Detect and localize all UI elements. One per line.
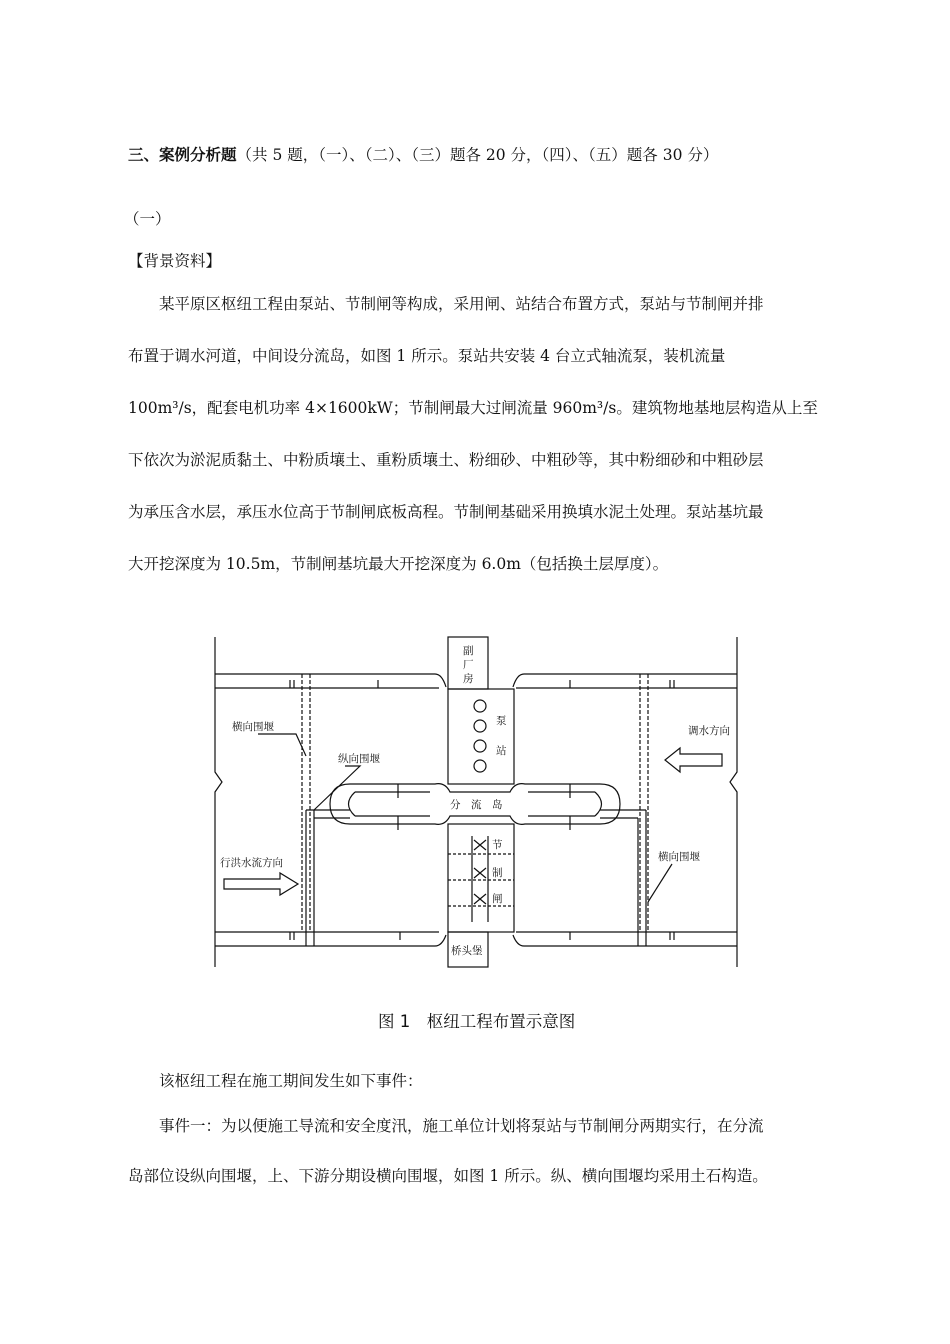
hub-layout-diagram xyxy=(210,632,750,972)
leader-line xyxy=(258,734,306,756)
diagram-label: 站 xyxy=(496,745,507,757)
section-heading-rest: （共 5 题，（一）、（二）、（三）题各 20 分，（四）、（五）题各 30 分） xyxy=(236,146,719,164)
top-bank xyxy=(215,674,737,688)
paragraph-line: 大开挖深度为 10.5m，节制闸基坑最大开挖深度为 6.0m（包括换土层厚度）。 xyxy=(128,555,669,573)
paragraph-line: 布置于调水河道，中间设分流岛，如图 1 所示。泵站共安装 4 台立式轴流泵，装机流量 xyxy=(128,347,726,365)
flood-flow-arrow xyxy=(224,873,298,895)
diagram-label: 制 xyxy=(492,867,503,879)
diagram-label: 厂 xyxy=(463,659,474,671)
events-intro: 该枢纽工程在施工期间发生如下事件： xyxy=(159,1072,423,1090)
right-boundary xyxy=(730,637,737,967)
pump-circle xyxy=(474,760,486,772)
pump-circle xyxy=(474,740,486,752)
diagram-label: 横向围堰 xyxy=(658,851,700,863)
left-boundary xyxy=(215,637,222,967)
diagram-label: 副 xyxy=(463,645,474,657)
section-number: （一） xyxy=(124,210,171,228)
longitudinal-cofferdam xyxy=(306,810,646,946)
diagram-label: 桥头堡 xyxy=(451,945,483,957)
diagram-label: 行洪水流方向 xyxy=(220,857,283,869)
paragraph-line: 下依次为淤泥质黏土、中粉质壤土、重粉质壤土、粉细砂、中粗砂等，其中粉细砂和中粗砂层 xyxy=(128,451,764,469)
sluice-gate xyxy=(448,824,514,932)
diagram-label: 调水方向 xyxy=(688,725,730,737)
diagram-label: 横向围堰 xyxy=(232,721,274,733)
paragraph-line: 为承压含水层，承压水位高于节制闸底板高程。节制闸基础采用换填水泥土处理。泵站基坑最 xyxy=(128,503,764,521)
paragraph-line: 事件一：为以便施工导流和安全度汛，施工单位计划将泵站与节制闸分两期实行，在分流 xyxy=(159,1117,764,1135)
diagram-label: 泵 xyxy=(496,715,507,727)
section-heading-bold: 三、案例分析题 xyxy=(128,145,237,164)
pump-circle xyxy=(474,720,486,732)
diagram-label: 分 流 岛 xyxy=(450,799,503,811)
leader-line xyxy=(648,864,672,902)
background-title: 【背景资料】 xyxy=(128,252,222,270)
water-transfer-arrow xyxy=(665,748,722,772)
right-transverse-cofferdam xyxy=(640,674,648,932)
figure-caption: 图 1 枢纽工程布置示意图 xyxy=(378,1012,576,1031)
pump-circle xyxy=(474,700,486,712)
paragraph-line: 100m³/s，配套电机功率 4×1600kW；节制闸最大过闸流量 960m³/s。建筑物地基地层构造从上至 xyxy=(128,399,818,417)
diagram-label: 闸 xyxy=(492,893,503,905)
leader-line xyxy=(314,766,360,810)
diagram-label: 纵向围堰 xyxy=(338,753,380,765)
paragraph-line: 岛部位设纵向围堰，上、下游分期设横向围堰，如图 1 所示。纵、横向围堰均采用土石构造。 xyxy=(128,1167,768,1185)
pump-station xyxy=(448,689,514,784)
diagram-label: 节 xyxy=(492,839,503,851)
diagram-label: 房 xyxy=(463,673,474,685)
bottom-bank xyxy=(215,932,737,946)
section-heading xyxy=(128,144,718,166)
paragraph-line: 某平原区枢纽工程由泵站、节制闸等构成，采用闸、站结合布置方式，泵站与节制闸并排 xyxy=(159,295,764,313)
